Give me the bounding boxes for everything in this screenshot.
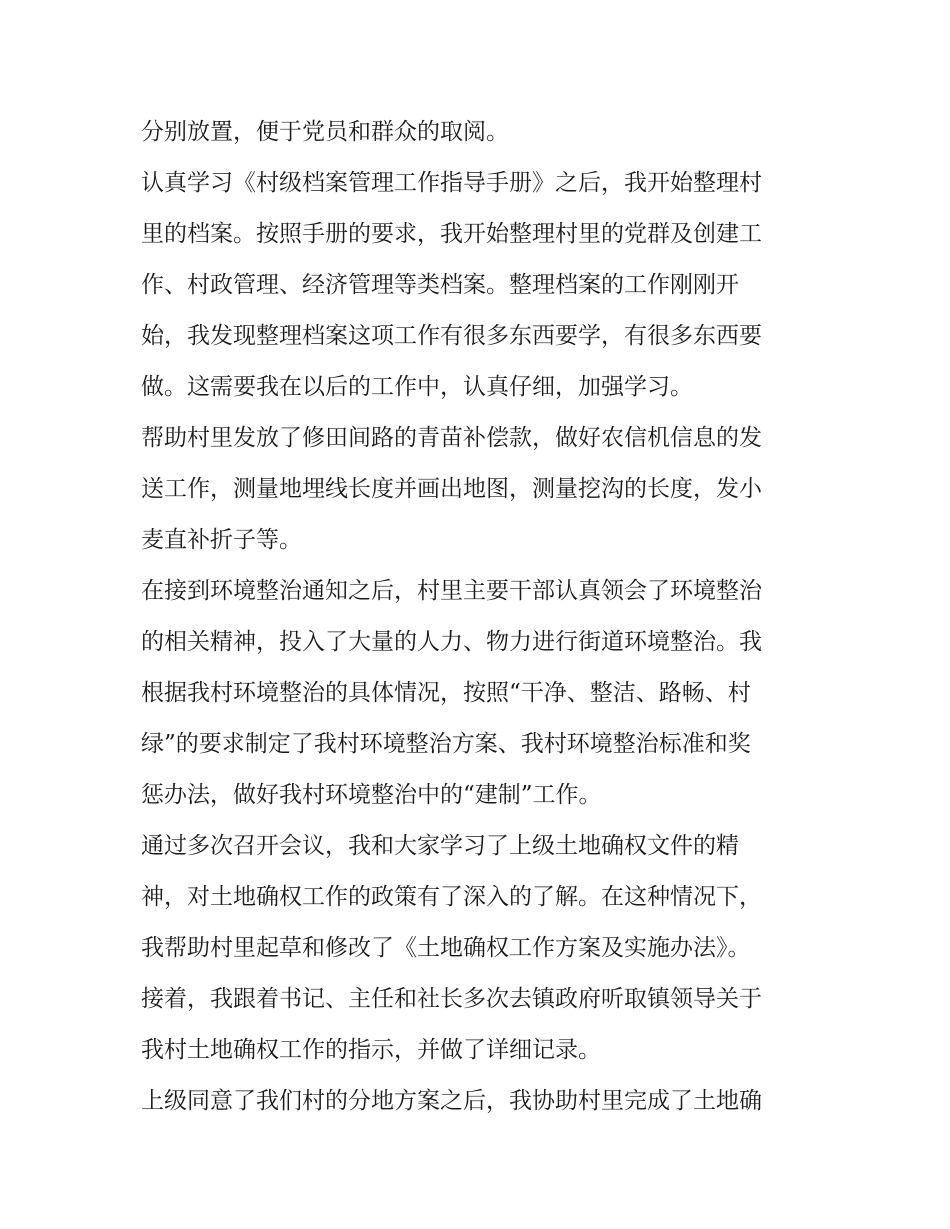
text-line: 认真学习《村级档案管理工作指导手册》之后，我开始整理村 xyxy=(141,170,762,196)
text-line: 惩办法，做好我村环境整治中的“建制”工作。 xyxy=(141,782,602,808)
text-line: 通过多次召开会议，我和大家学习了上级土地确权文件的精 xyxy=(141,833,739,859)
text-line: 作、村政管理、经济管理等类档案。整理档案的工作刚刚开 xyxy=(141,272,739,298)
text-line: 麦直补折子等。 xyxy=(141,527,302,553)
text-line: 神，对土地确权工作的政策有了深入的了解。在这种情况下， xyxy=(141,884,762,910)
text-line: 我村土地确权工作的指示，并做了详细记录。 xyxy=(141,1037,601,1063)
text-line: 分别放置，便于党员和群众的取阅。 xyxy=(141,119,509,145)
text-line: 绿”的要求制定了我村环境整治方案、我村环境整治标准和奖 xyxy=(141,731,751,757)
text-line: 的相关精神，投入了大量的人力、物力进行街道环境整治。我 xyxy=(141,629,762,655)
text-line: 上级同意了我们村的分地方案之后，我协助村里完成了土地确 xyxy=(141,1088,762,1114)
text-line: 始，我发现整理档案这项工作有很多东西要学，有很多东西要 xyxy=(141,323,762,349)
document-body xyxy=(141,107,821,1127)
text-line: 里的档案。按照手册的要求，我开始整理村里的党群及创建工 xyxy=(141,221,762,247)
text-line: 我帮助村里起草和修改了《土地确权工作方案及实施办法》。 xyxy=(141,935,751,961)
text-line: 送工作，测量地埋线长度并画出地图，测量挖沟的长度，发小 xyxy=(141,476,762,502)
text-line: 做。这需要我在以后的工作中，认真仔细，加强学习。 xyxy=(141,374,693,400)
text-line: 帮助村里发放了修田间路的青苗补偿款，做好农信机信息的发 xyxy=(141,425,762,451)
text-line: 在接到环境整治通知之后，村里主要干部认真领会了环境整治 xyxy=(141,578,762,604)
text-line: 根据我村环境整治的具体情况，按照“干净、整洁、路畅、村 xyxy=(141,680,751,706)
text-line: 接着，我跟着书记、主任和社长多次去镇政府听取镇领导关于 xyxy=(141,986,762,1012)
